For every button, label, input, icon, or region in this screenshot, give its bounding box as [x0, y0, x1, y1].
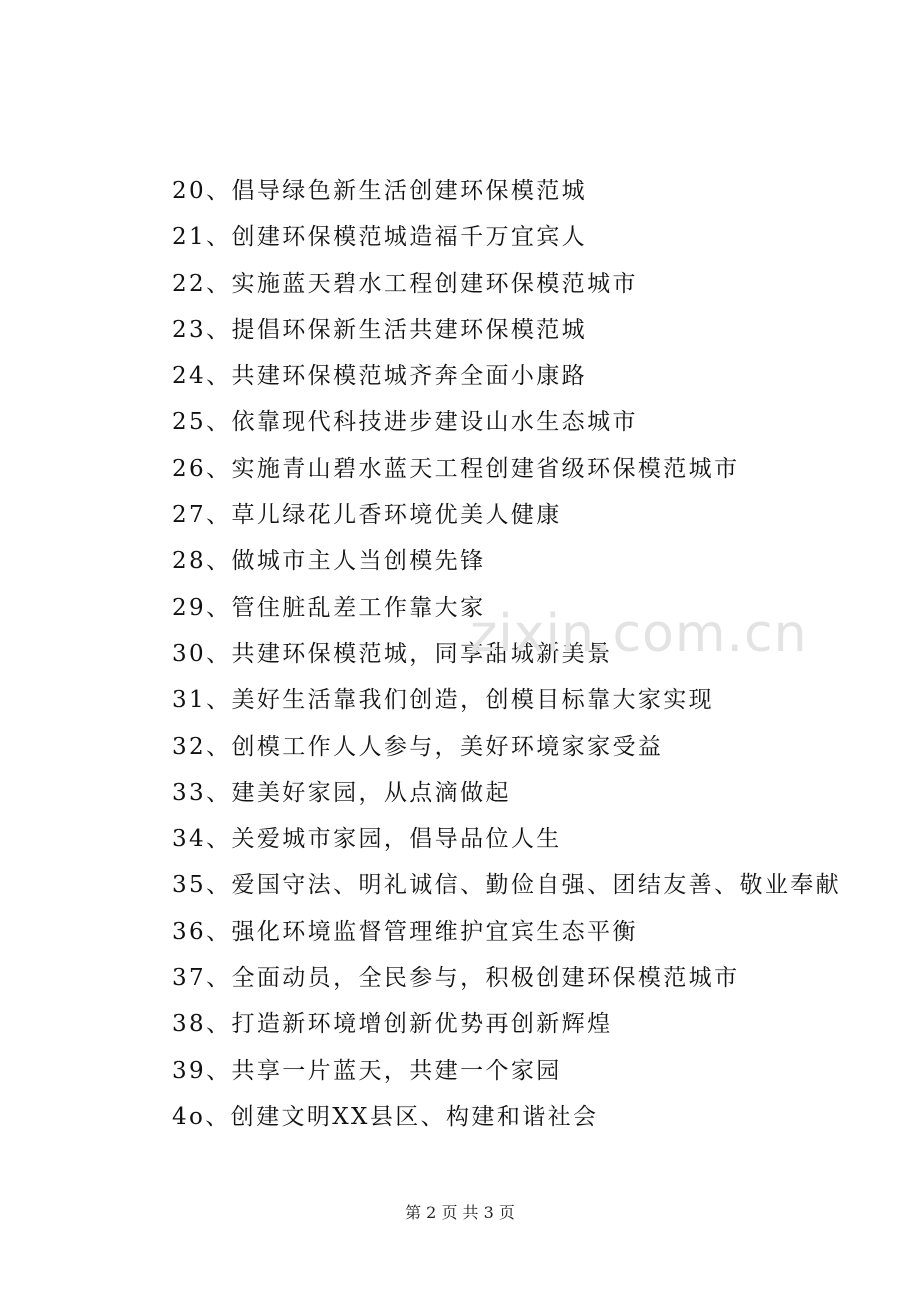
- page-footer: 第 2 页 共 3 页: [405, 1203, 515, 1222]
- slogan-item: 34、关爱城市家园，倡导品位人生: [172, 826, 562, 853]
- watermark: zixin.com.cn: [470, 604, 808, 664]
- slogan-item: 26、实施青山碧水蓝天工程创建省级环保模范城市: [172, 455, 740, 482]
- slogan-item: 30、共建环保模范城，同享甜城新美景: [172, 640, 613, 667]
- slogan-item: 27、草儿绿花儿香环境优美人健康: [172, 502, 562, 529]
- slogan-item: 32、创模工作人人参与，美好环境家家受益: [172, 733, 664, 760]
- slogan-item: 25、依靠现代科技进步建设山水生态城市: [172, 409, 638, 436]
- slogan-item: 21、创建环保模范城造福千万宜宾人: [172, 224, 588, 251]
- slogan-item: 29、管住脏乱差工作靠大家: [172, 594, 486, 621]
- slogan-item: 28、做城市主人当创模先锋: [172, 548, 486, 575]
- slogan-item: 22、实施蓝天碧水工程创建环保模范城市: [172, 270, 638, 297]
- slogan-item: 31、美好生活靠我们创造，创模目标靠大家实现: [172, 687, 715, 714]
- slogan-item: 38、打造新环境增创新优势再创新辉煌: [172, 1011, 613, 1038]
- slogan-item: 4o、创建文明XX县区、构建和谐社会: [172, 1103, 599, 1130]
- slogan-item: 35、爱国守法、明礼诚信、勤俭自强、团结友善、敬业奉献: [172, 872, 842, 899]
- slogan-item: 24、共建环保模范城齐奔全面小康路: [172, 363, 588, 390]
- slogan-item: 39、共享一片蓝天，共建一个家园: [172, 1057, 562, 1084]
- slogan-item: 36、强化环境监督管理维护宜宾生态平衡: [172, 918, 638, 945]
- slogan-item: 23、提倡环保新生活共建环保模范城: [172, 316, 588, 343]
- slogan-item: 20、倡导绿色新生活创建环保模范城: [172, 178, 588, 204]
- slogan-item: 37、全面动员，全民参与，积极创建环保模范城市: [172, 965, 740, 992]
- slogan-item: 33、建美好家园，从点滴做起: [172, 779, 511, 806]
